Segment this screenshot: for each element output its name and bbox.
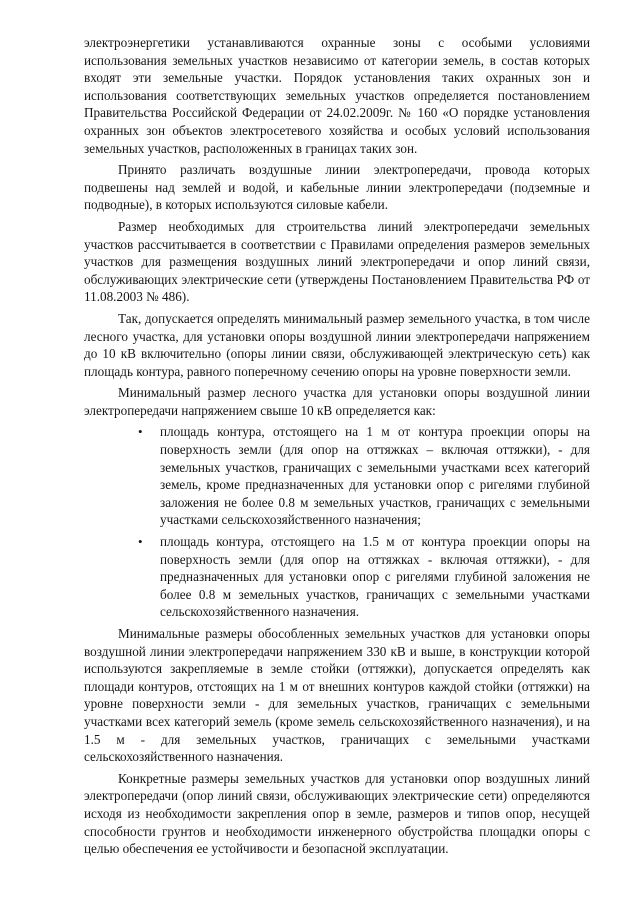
paragraph-10kv-minimum: Так, допускается определять минимальный размер земельного участка, в том числе лесного участка, для установки опоры воздушной линии электропередачи напряжением до 10 кВ включительно (опоры линии связи, обслуживающей электрическую сеть) как площадь контура, равного поперечному сечению опоры на уровне поверхности земли. bbox=[84, 310, 590, 379]
bullet-list bbox=[84, 423, 590, 621]
list-item bbox=[84, 423, 590, 529]
paragraph-330kv-minimum: Минимальные размеры обособленных земельных участков для установки опоры воздушной линии электропередачи напряжением 330 кВ и выше, в конструкции которой используются закрепляемые в земле стойки (оттяжки), допускается определять как площади контуров, отстоящих на 1 м от внешних контуров каждой стойки (оттяжки) на уровне поверхности земли - для земельных участков, граничащих с земельными участками всех категорий земель (кроме земель сельскохозяйственного назначения), и на 1.5 м - для земельных участков, граничащих с земельными участками сельскохозяйственного назначения. bbox=[84, 626, 590, 765]
paragraph-line-types: Принято различать воздушные линии электропередачи, провода которых подвешены над землей и водой, и кабельные линии электропередачи (подземные и подводные), в которых используются силовые кабели. bbox=[84, 162, 590, 213]
paragraph-plot-size-rules: Размер необходимых для строительства линий электропередачи земельных участков рассчитывается в соответствии с Правилами определения размеров земельных участков для размещения воздушных линий электропередачи и опор линий связи, обслуживающих электрические сети (утверждены Постановлением Правительства РФ от 11.08.2003 № 486). bbox=[84, 218, 590, 305]
bullet-icon: • bbox=[138, 424, 143, 440]
bullet-icon: • bbox=[138, 534, 143, 550]
paragraph-over-10kv-intro: Минимальный размер лесного участка для установки опоры воздушной линии электропередачи напряжением свыше 10 кВ определяется как: bbox=[84, 385, 590, 418]
bullet-text-1-5m: площадь контура, отстоящего на 1.5 м от контура проекции опоры на поверхность земли (для опор на оттяжках - включая оттяжки), - для предназначенных для установки опор с ригелями глубиной заложения не более 0.8 м земельных участков, граничащих с земельными участками сельскохозяйственного назначения. bbox=[160, 534, 590, 620]
list-item bbox=[84, 533, 590, 621]
bullet-text-1m: площадь контура, отстоящего на 1 м от контура проекции опоры на поверхность земли (для опор на оттяжках – включая оттяжки), - для земельных участков, граничащих с земельными участками всех категорий земель, кроме предназначенных для установки опор с ригелями глубиной заложения не более 0.8 м земельных участков, граничащих с земельными участками сельскохозяйственного назначения; bbox=[160, 424, 590, 528]
paragraph-security-zones: электроэнергетики устанавливаются охранные зоны с особыми условиями использования земельных участков независимо от категории земель, в состав которых входят эти земельные участки. Порядок установления таких охранных зон и использования соответствующих земельных участков определяется постановлением Правительства Российской Федерации от 24.02.2009г. № 160 «О порядке установления охранных зон объектов электросетевого хозяйства и особых условий использования земельных участков, расположенных в границах таких зон. bbox=[84, 35, 590, 156]
paragraph-specific-sizes: Конкретные размеры земельных участков для установки опор воздушных линий электропередачи (опор линий связи, обслуживающих электрические сети) определяются исходя из необходимости закрепления опор в земле, размеров и типов опор, несущей способности грунтов и необходимости инженерного обустройства площадки опоры с целью обеспечения ее устойчивости и безопасной эксплуатации. bbox=[84, 770, 590, 857]
